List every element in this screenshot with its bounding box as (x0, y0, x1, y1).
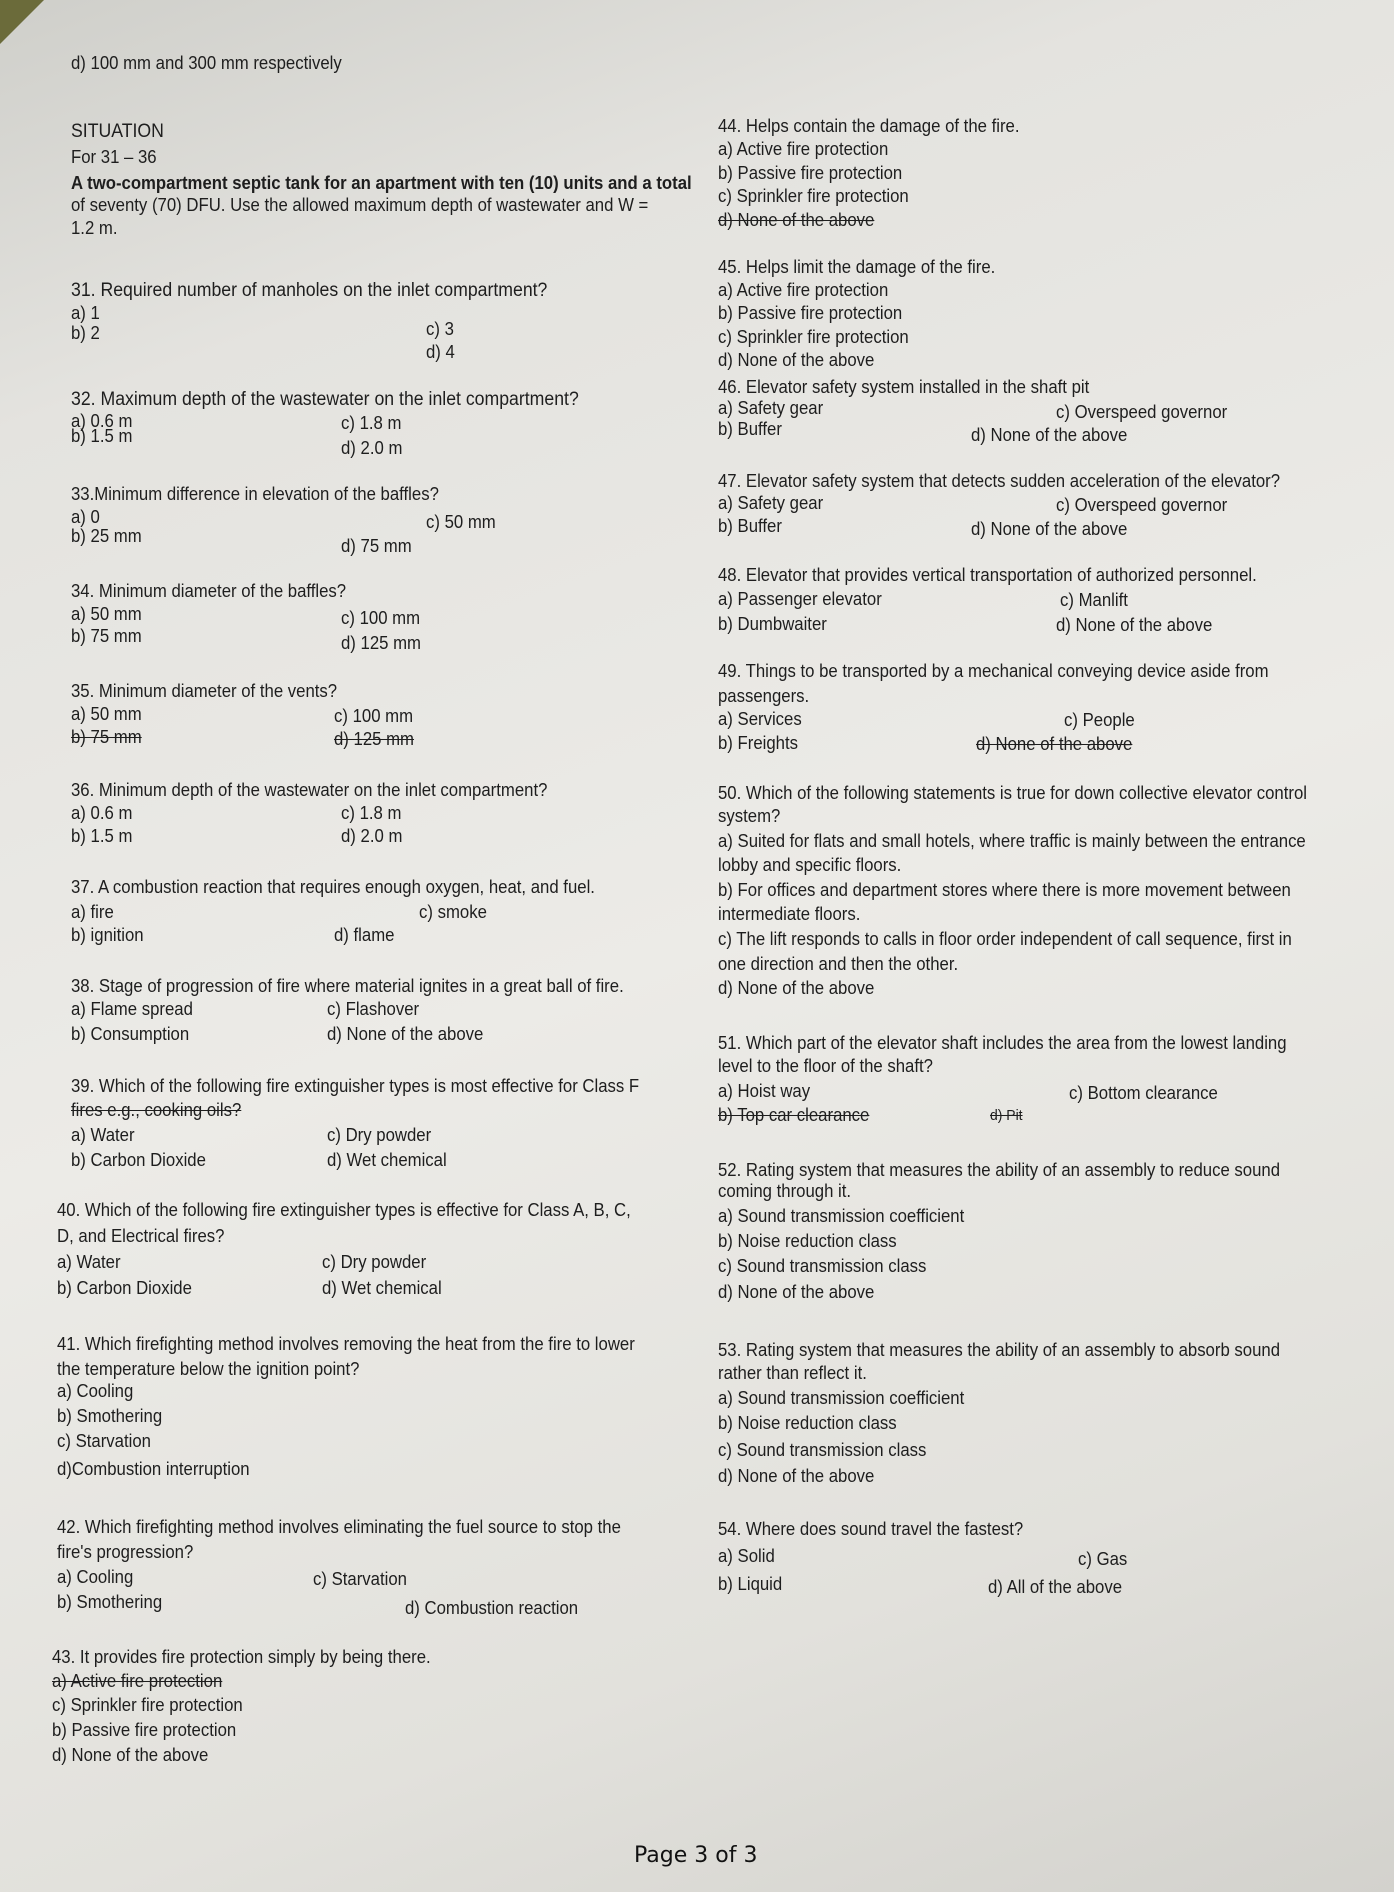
situation-text: 1.2 m. (71, 218, 118, 238)
option: b) Buffer (718, 516, 782, 536)
option: b) Passive fire protection (718, 163, 903, 183)
option: a) Cooling (57, 1567, 134, 1587)
question-41: 41. Which firefighting method involves removing the heat from the fire to lower (57, 1334, 635, 1354)
option: c) Flashover (327, 999, 420, 1019)
option: d) None of the above (971, 425, 1128, 445)
option: c) Starvation (313, 1569, 407, 1589)
question-41-cont: the temperature below the ignition point? (57, 1359, 360, 1379)
option: c) Gas (1078, 1549, 1128, 1569)
option: a) Active fire protection (52, 1671, 223, 1691)
option: c) Overspeed governor (1056, 402, 1228, 422)
option: a) fire (71, 902, 114, 922)
option: d) Wet chemical (327, 1150, 447, 1170)
question-50-cont: system? (718, 806, 781, 826)
question-35: 35. Minimum diameter of the vents? (71, 681, 338, 701)
option: b) 75 mm (71, 727, 142, 747)
option: d) flame (334, 925, 395, 945)
question-39-cont: fires e.g., cooking oils? (71, 1100, 242, 1120)
option-cont: intermediate floors. (718, 904, 861, 924)
option: b) Passive fire protection (718, 303, 903, 323)
question-47: 47. Elevator safety system that detects sudden acceleration of the elevator? (718, 471, 1281, 491)
question-36: 36. Minimum depth of the wastewater on the inlet compartment? (71, 780, 548, 800)
option: d) 125 mm (341, 633, 422, 653)
option: a) 50 mm (71, 604, 142, 624)
option: b) Freights (718, 733, 799, 753)
question-40: 40. Which of the following fire extinguisher types is effective for Class A, B, C, (57, 1200, 631, 1220)
option: a) 1 (71, 303, 100, 323)
option: b) ignition (71, 925, 144, 945)
question-53: 53. Rating system that measures the ability of an assembly to absorb sound (718, 1340, 1281, 1360)
prev-option-d: d) 100 mm and 300 mm respectively (71, 53, 342, 73)
question-44: 44. Helps contain the damage of the fire. (718, 116, 1020, 136)
option-cont: one direction and then the other. (718, 954, 959, 974)
option: c) 3 (426, 319, 454, 339)
option: d) Pit (990, 1107, 1023, 1124)
option: b) 1.5 m (71, 426, 133, 446)
option: b) Passive fire protection (52, 1720, 237, 1740)
option: a) Services (718, 709, 802, 729)
question-43: 43. It provides fire protection simply by being there. (52, 1647, 431, 1667)
option: c) smoke (419, 902, 487, 922)
option: d)Combustion interruption (57, 1459, 250, 1479)
option: b) Buffer (718, 419, 782, 439)
question-50: 50. Which of the following statements is true for down collective elevator control (718, 783, 1307, 803)
option: a) Active fire protection (718, 280, 889, 300)
option: c) Bottom clearance (1069, 1083, 1218, 1103)
question-31: 31. Required number of manholes on the inlet compartment? (71, 280, 548, 301)
question-40-cont: D, and Electrical fires? (57, 1226, 225, 1246)
page-corner-shadow (0, 0, 44, 44)
option: d) None of the above (718, 210, 875, 230)
question-52-cont: coming through it. (718, 1181, 852, 1201)
option: b) 1.5 m (71, 826, 133, 846)
option: a) 50 mm (71, 704, 142, 724)
option: d) 125 mm (334, 729, 415, 749)
option: c) Sprinkler fire protection (52, 1695, 243, 1715)
option: b) 2 (71, 323, 100, 343)
option: b) Carbon Dioxide (57, 1278, 192, 1298)
option: c) 100 mm (341, 608, 421, 628)
option: d) None of the above (718, 350, 875, 370)
option: a) 0 (71, 507, 100, 527)
option: d) None of the above (718, 1466, 875, 1486)
option: b) 75 mm (71, 626, 142, 646)
option-cont: lobby and specific floors. (718, 855, 902, 875)
option: d) None of the above (971, 519, 1128, 539)
option: d) Wet chemical (322, 1278, 442, 1298)
question-45: 45. Helps limit the damage of the fire. (718, 257, 996, 277)
question-52: 52. Rating system that measures the ability of an assembly to reduce sound (718, 1160, 1281, 1180)
option: a) Water (57, 1252, 121, 1272)
question-32: 32. Maximum depth of the wastewater on the inlet compartment? (71, 389, 579, 410)
question-53-cont: rather than reflect it. (718, 1363, 867, 1383)
option: b) For offices and department stores where there is more movement between (718, 880, 1291, 900)
option: d) Combustion reaction (405, 1598, 579, 1618)
option: a) Safety gear (718, 493, 824, 513)
question-46: 46. Elevator safety system installed in the shaft pit (718, 377, 1090, 397)
option: a) Sound transmission coefficient (718, 1206, 965, 1226)
question-37: 37. A combustion reaction that requires enough oxygen, heat, and fuel. (71, 877, 595, 897)
option: a) Flame spread (71, 999, 193, 1019)
option: d) None of the above (327, 1024, 484, 1044)
option: b) Consumption (71, 1024, 190, 1044)
option: a) Active fire protection (718, 139, 889, 159)
situation-text: A two-compartment septic tank for an apartment with ten (10) units and a total (71, 173, 692, 193)
question-33: 33.Minimum difference in elevation of the baffles? (71, 484, 439, 504)
option: b) Top car clearance (718, 1105, 870, 1125)
option: c) Starvation (57, 1431, 151, 1451)
option: b) Liquid (718, 1574, 783, 1594)
question-49: 49. Things to be transported by a mechanical conveying device aside from (718, 661, 1269, 681)
question-54: 54. Where does sound travel the fastest? (718, 1519, 1024, 1539)
option: c) Sprinkler fire protection (718, 327, 909, 347)
question-48: 48. Elevator that provides vertical transportation of authorized personnel. (718, 565, 1257, 585)
option: c) 1.8 m (341, 803, 402, 823)
option: a) Sound transmission coefficient (718, 1388, 965, 1408)
option: c) Dry powder (322, 1252, 427, 1272)
option: b) Dumbwaiter (718, 614, 827, 634)
option: a) Safety gear (718, 398, 824, 418)
option: b) Smothering (57, 1406, 163, 1426)
option: a) 0.6 m (71, 411, 133, 431)
option: c) 100 mm (334, 706, 414, 726)
question-42-cont: fire's progression? (57, 1542, 194, 1562)
situation-heading: SITUATION (71, 121, 164, 142)
option: b) Carbon Dioxide (71, 1150, 206, 1170)
option: c) 1.8 m (341, 413, 402, 433)
option: d) None of the above (52, 1745, 209, 1765)
option: a) Hoist way (718, 1081, 811, 1101)
option: d) 2.0 m (341, 826, 403, 846)
option: a) 0.6 m (71, 803, 133, 823)
question-42: 42. Which firefighting method involves eliminating the fuel source to stop the (57, 1517, 621, 1537)
option: b) Smothering (57, 1592, 163, 1612)
question-51: 51. Which part of the elevator shaft includes the area from the lowest landing (718, 1033, 1287, 1053)
option: b) 25 mm (71, 526, 142, 546)
option: c) Overspeed governor (1056, 495, 1228, 515)
option: d) None of the above (718, 978, 875, 998)
option: d) None of the above (976, 734, 1133, 754)
option: d) None of the above (718, 1282, 875, 1302)
option: d) 2.0 m (341, 438, 403, 458)
situation-text: of seventy (70) DFU. Use the allowed maximum depth of wastewater and W = (71, 195, 649, 215)
option: b) Noise reduction class (718, 1231, 897, 1251)
question-51-cont: level to the floor of the shaft? (718, 1056, 933, 1076)
option: a) Water (71, 1125, 135, 1145)
option: d) All of the above (988, 1577, 1123, 1597)
option: c) People (1064, 710, 1135, 730)
page-number: Page 3 of 3 (634, 1843, 758, 1868)
question-49-cont: passengers. (718, 686, 810, 706)
option: d) None of the above (1056, 615, 1213, 635)
option: d) 4 (426, 342, 455, 362)
option: c) Sprinkler fire protection (718, 186, 909, 206)
option: c) Manlift (1060, 590, 1128, 610)
option: a) Passenger elevator (718, 589, 882, 609)
option: a) Suited for flats and small hotels, where traffic is mainly between the entrance (718, 831, 1306, 851)
situation-range: For 31 – 36 (71, 147, 157, 167)
option: c) Sound transmission class (718, 1256, 927, 1276)
question-39: 39. Which of the following fire extinguisher types is most effective for Class F (71, 1076, 640, 1096)
question-38: 38. Stage of progression of fire where material ignites in a great ball of fire. (71, 976, 624, 996)
option: c) 50 mm (426, 512, 496, 532)
option: a) Solid (718, 1546, 775, 1566)
option: c) The lift responds to calls in floor order independent of call sequence, first in (718, 929, 1292, 949)
option: c) Dry powder (327, 1125, 432, 1145)
option: c) Sound transmission class (718, 1440, 927, 1460)
option: d) 75 mm (341, 536, 412, 556)
question-34: 34. Minimum diameter of the baffles? (71, 581, 347, 601)
option: a) Cooling (57, 1381, 134, 1401)
option: b) Noise reduction class (718, 1413, 897, 1433)
